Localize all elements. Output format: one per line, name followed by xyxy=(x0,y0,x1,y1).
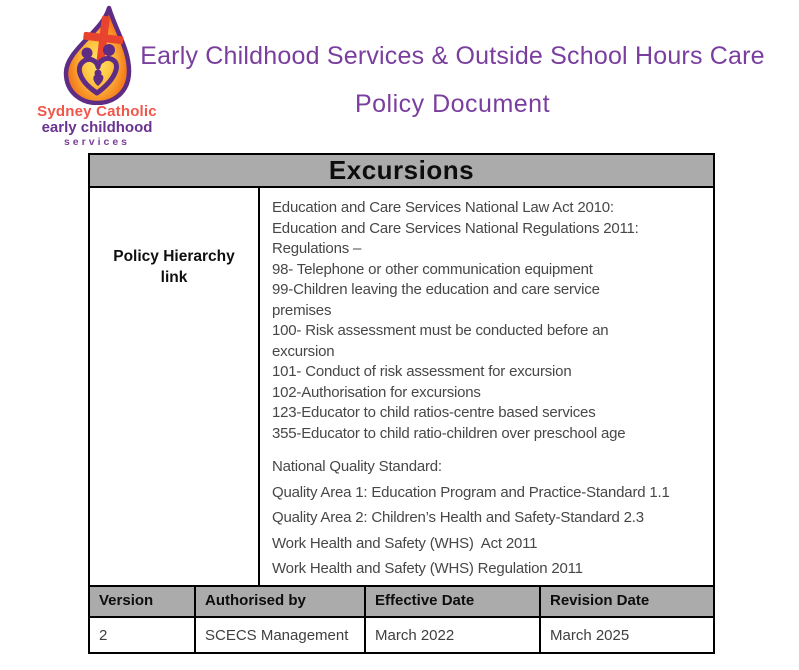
law-line: 355-Educator to child ratio-children over preschool age xyxy=(272,424,626,442)
hierarchy-row xyxy=(90,188,713,585)
nqs-line: National Quality Standard: xyxy=(272,458,442,475)
logo-text-early-childhood: early childhood xyxy=(41,119,153,136)
law-line: 102-Authorisation for excursions xyxy=(272,383,481,401)
law-line: excursion xyxy=(272,342,335,360)
nqs-line: Quality Area 2: Children’s Health and Safety-Standard 2.3 xyxy=(272,509,644,526)
law-line: Education and Care Services National Regulations 2011: xyxy=(272,219,639,237)
logo-text-services: services xyxy=(63,136,131,148)
law-lines-block xyxy=(272,198,707,444)
logo-text-sydney-catholic: Sydney Catholic xyxy=(37,103,157,120)
law-line: 123-Educator to child ratios-centre based services xyxy=(272,404,596,421)
nqs-line: Quality Area 1: Education Program and Practice-Standard 1.1 xyxy=(272,483,670,501)
meta-header-effective-date: Effective Date xyxy=(366,587,541,616)
nqs-lines-block xyxy=(272,457,707,580)
law-line: Education and Care Services National Law Act 2010: xyxy=(272,199,614,216)
heading-policy-document: Policy Document xyxy=(354,90,551,118)
hierarchy-label-cell xyxy=(90,188,260,585)
nqs-line: Work Health and Safety (WHS) Act 2011 xyxy=(272,534,538,552)
heading-services-line: Early Childhood Services & Outside School Hours Care xyxy=(140,42,765,70)
hierarchy-content-cell xyxy=(260,188,713,585)
meta-header-revision-date: Revision Date xyxy=(550,592,650,609)
law-line: Regulations – xyxy=(272,240,362,257)
policy-title-bar: Excursions xyxy=(90,155,713,188)
meta-header-version: Version xyxy=(90,587,196,616)
nqs-line: Work Health and Safety (WHS) Regulation 2011 xyxy=(272,560,583,577)
hierarchy-label-line1: Policy Hierarchy xyxy=(113,248,235,265)
hierarchy-label-line2: link xyxy=(160,269,188,286)
meta-value-version: 2 xyxy=(90,618,196,652)
meta-header-authorised-by: Authorised by xyxy=(196,587,366,616)
meta-data-row xyxy=(90,618,713,652)
meta-header-row xyxy=(90,585,713,618)
law-line: 98- Telephone or other communication equipment xyxy=(272,260,593,278)
meta-value-effective-date: March 2022 xyxy=(366,618,541,652)
page-heading xyxy=(112,40,793,119)
meta-value-authorised-by: SCECS Management xyxy=(196,618,366,652)
policy-table xyxy=(88,153,715,654)
law-line: premises xyxy=(272,301,332,319)
law-line: 100- Risk assessment must be conducted before an xyxy=(272,322,609,339)
law-line: 101- Conduct of risk assessment for excursion xyxy=(272,363,572,380)
meta-value-revision-date: March 2025 xyxy=(550,626,630,644)
law-line: 99-Children leaving the education and care service xyxy=(272,281,600,298)
